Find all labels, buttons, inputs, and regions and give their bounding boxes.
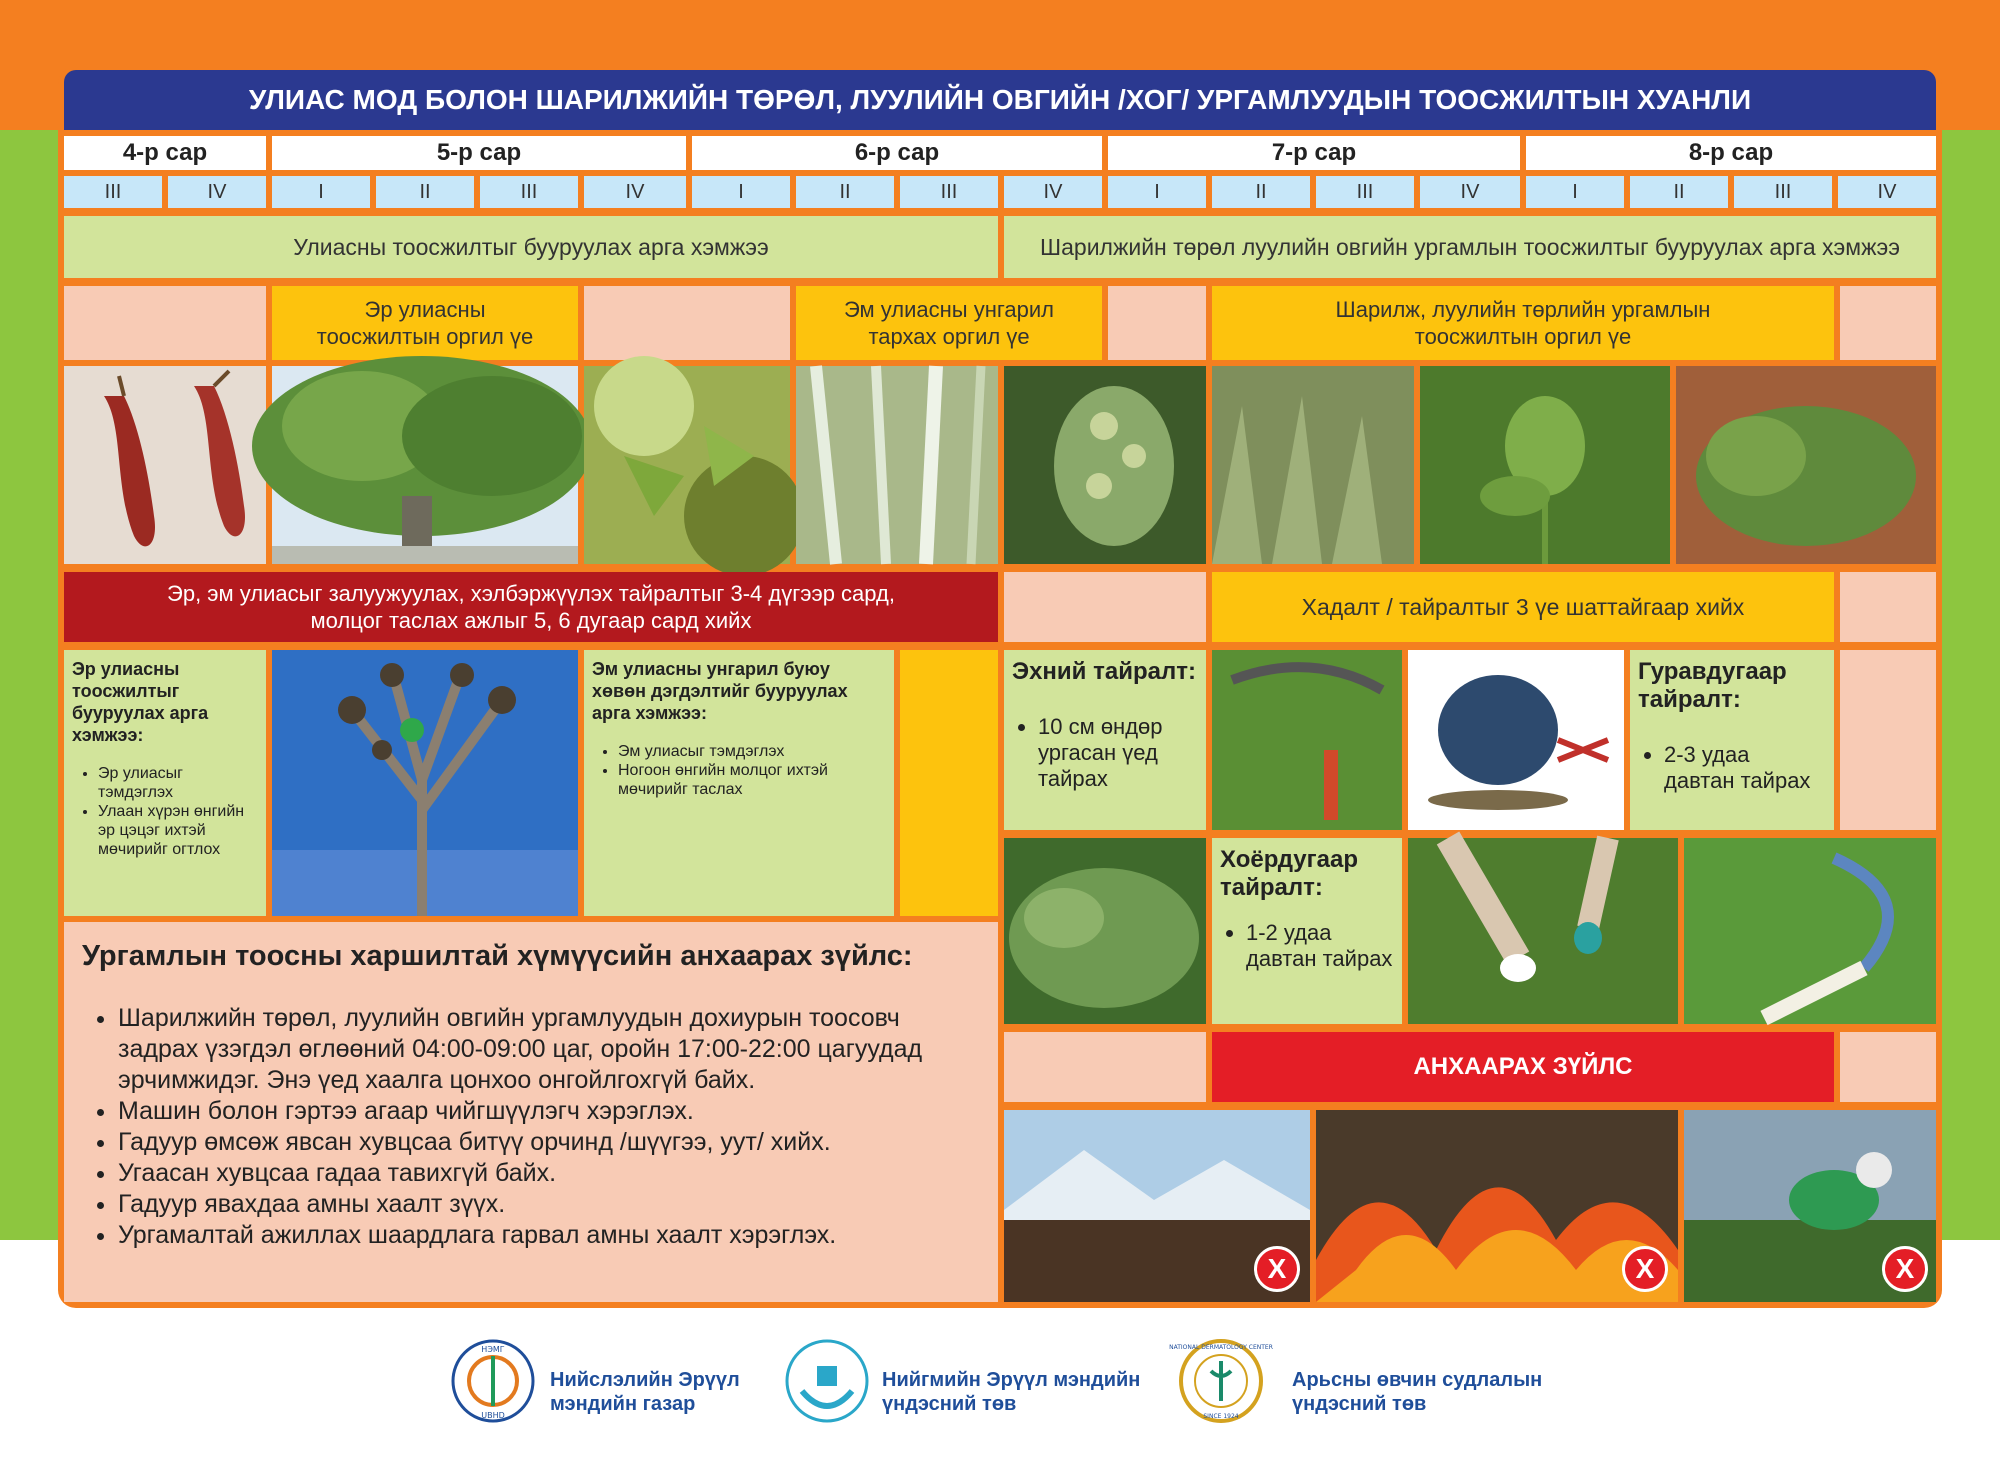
week-cell: III	[1734, 176, 1832, 208]
week-cell: III	[480, 176, 578, 208]
seal-top-text: НЭМГ	[481, 1345, 505, 1354]
list-item: • 10 см өндөр ургасан үед тайрах	[1038, 714, 1198, 792]
week-cell: II	[376, 176, 474, 208]
org-name	[882, 1368, 1142, 1416]
week-cell: II	[1212, 176, 1310, 208]
female-poplar-box-title: Эм улиасны унгарил буюу хөвөн дэгдэлтийг бууруулах арга хэмжээ:	[592, 659, 848, 723]
male-poplar-peak	[272, 286, 578, 360]
poplar-tree-photo	[272, 366, 578, 564]
month-5: 5-р сар	[272, 136, 686, 170]
wormwood-peak-text: Шарилж, луулийн төрлийн ургамлын тоосжилтын оргил үе	[1335, 297, 1711, 349]
sickle-photo	[1684, 838, 1936, 1024]
first-cut-title: Эхний тайралт:	[1012, 658, 1196, 685]
month-8: 8-р сар	[1526, 136, 1936, 170]
sickle-grass-photo	[1212, 650, 1402, 830]
org-name-line: Нийслэлийн Эрүүл	[550, 1369, 740, 1391]
attention-banner: АНХААРАХ ЗҮЙЛС	[1212, 1032, 1834, 1102]
week-cell: II	[1630, 176, 1728, 208]
org-name-line: үндэсний төв	[1292, 1393, 1427, 1415]
yellow-spacer	[900, 650, 998, 916]
org-name-line: үндэсний төв	[882, 1393, 1017, 1415]
poplar-catkins-green-photo	[584, 366, 790, 564]
week-cell: III	[1316, 176, 1414, 208]
wormwood-measures: Шарилжийн төрөл луулийн овгийн ургамлын тоосжилтыг бууруулах арга хэмжээ	[1004, 216, 1936, 278]
female-poplar-box	[584, 650, 894, 916]
week-cell: IV	[1420, 176, 1520, 208]
ragweed-plant-photo	[1420, 366, 1670, 564]
list-item: • 1-2 удаа давтан тайрах	[1246, 920, 1394, 972]
empty-cell	[64, 286, 266, 360]
week-cell: I	[692, 176, 790, 208]
gloved-weeding-photo	[1408, 838, 1678, 1024]
list-item: • Эм улиасыг тэмдэглэх	[618, 742, 886, 761]
list-item: • 2-3 удаа давтан тайрах	[1664, 742, 1826, 794]
prohibited-x-icon: X	[1254, 1246, 1300, 1292]
second-cut-title: Хоёрдугаар тайралт:	[1220, 846, 1358, 901]
week-cell: IV	[584, 176, 686, 208]
third-cut-box	[1630, 650, 1834, 830]
prohibited-x-icon: X	[1622, 1246, 1668, 1292]
list-item: • Угаасан хувцсаа гадаа тавихгүй байх.	[118, 1158, 980, 1189]
shrub-shears-photo	[1408, 650, 1624, 830]
wormwood-flower-photo	[1004, 366, 1206, 564]
prohibited-x-icon: X	[1882, 1246, 1928, 1292]
week-cell: I	[1526, 176, 1624, 208]
tree-pruning-photo	[272, 650, 578, 916]
seal-top-text: NATIONAL DERMATOLOGY CENTER	[1169, 1344, 1273, 1351]
pruning-note-text: Эр, эм улиасыг залуужуулах, хэлбэржүүлэх тайралтыг 3-4 дүгээр сард, молцог таслах ажлыг 5, 6 дугаар сард хийх	[167, 581, 895, 633]
week-cell: IV	[1838, 176, 1936, 208]
list-item: • Шарилжийн төрөл, луулийн овгийн ургамлуудын дохиурын тоосовч задрах үзэгдэл өглөөний 04:00-09:00 цаг, оройн 17:00-22:00 цагуудад эрчимжидэг. Энэ үед хаалга цонхоо онгойлгохгүй байх.	[118, 1003, 980, 1096]
month-7: 7-р сар	[1108, 136, 1520, 170]
week-cell: IV	[1004, 176, 1102, 208]
female-poplar-peak-text: Эм улиасны унгарил тархах оргил үе	[843, 297, 1055, 349]
list-item: • Эр улиасыг тэмдэглэх	[98, 764, 258, 802]
capital-health-dept-logo	[448, 1336, 538, 1426]
week-cell: II	[796, 176, 894, 208]
list-item: • Гадуур явахдаа амны хаалт зүүх.	[118, 1189, 980, 1220]
list-item: • Гадуур өмсөж явсан хувцсаа битүү орчинд /шүүгээ, уут/ хийх.	[118, 1127, 980, 1158]
org-name-line: мэндийн газар	[550, 1393, 696, 1415]
empty-cell	[1108, 286, 1206, 360]
pruning-note	[64, 572, 998, 642]
list-item: • Улаан хүрэн өнгийн эр цэцэг ихтэй мөчирийг огтлох	[98, 802, 258, 859]
seal-bottom-text: UBHD	[481, 1411, 505, 1420]
second-cut-box	[1212, 838, 1402, 1024]
male-poplar-peak-text: Эр улиасны тоосжилтын оргил үе	[316, 297, 534, 349]
male-poplar-box-title: Эр улиасны тоосжилтыг бууруулах арга хэмжээ:	[72, 659, 209, 745]
empty-cell	[1004, 1032, 1206, 1102]
week-cell: I	[272, 176, 370, 208]
list-item: • Ургамалтай ажиллах шаардлага гарвал амны хаалт хэрэглэх.	[118, 1220, 980, 1251]
mowing-note: Хадалт / тайралтыг 3 үе шаттайгаар хийх	[1212, 572, 1834, 642]
week-cell: III	[64, 176, 162, 208]
empty-cell	[1840, 572, 1936, 642]
empty-cell	[1004, 572, 1206, 642]
poplar-catkin-photo	[64, 366, 266, 564]
empty-cell	[1840, 1032, 1936, 1102]
week-cell: IV	[168, 176, 266, 208]
poplar-measures: Улиасны тоосжилтыг бууруулах арга хэмжээ	[64, 216, 998, 278]
male-poplar-box	[64, 650, 266, 916]
female-poplar-peak	[796, 286, 1102, 360]
seal-bottom-text: SINCE 1924	[1203, 1413, 1239, 1420]
list-item: • Машин болон гэртээ агаар чийгшүүлэгч хэрэглэх.	[118, 1096, 980, 1127]
wormwood-peak	[1212, 286, 1834, 360]
org-name-line: Нийгмийн Эрүүл мэндийн	[882, 1369, 1141, 1391]
empty-cell	[1840, 650, 1936, 830]
month-4: 4-р сар	[64, 136, 266, 170]
org-name-line: Арьсны өвчин судлалын	[1292, 1369, 1543, 1391]
list-item: • Ногоон өнгийн молцог ихтэй мөчирийг таслах	[618, 761, 886, 799]
willow-leaves-photo	[796, 366, 998, 564]
empty-cell	[1840, 286, 1936, 360]
public-health-center-logo	[782, 1336, 872, 1426]
empty-cell	[584, 286, 790, 360]
dermatology-center-logo	[1169, 1336, 1273, 1426]
third-cut-title: Гуравдугаар тайралт:	[1638, 658, 1787, 713]
first-cut-box	[1004, 650, 1206, 830]
weed-soil-photo	[1676, 366, 1936, 564]
advice-title: Ургамлын тоосны харшилтай хүмүүсийн анхаарах зүйлс:	[82, 940, 913, 972]
weeds-bush-photo	[1004, 838, 1206, 1024]
advice-box	[64, 922, 998, 1302]
page-title: УЛИАС МОД БОЛОН ШАРИЛЖИЙН ТӨРӨЛ, ЛУУЛИЙН ОВГИЙН /ХОГ/ УРГАМЛУУДЫН ТООСЖИЛТЫН ХУАНЛИ	[64, 70, 1936, 130]
wormwood-field-photo	[1212, 366, 1414, 564]
org-name	[1292, 1368, 1592, 1416]
org-name	[550, 1368, 780, 1416]
week-cell: I	[1108, 176, 1206, 208]
month-6: 6-р сар	[692, 136, 1102, 170]
week-cell: III	[900, 176, 998, 208]
